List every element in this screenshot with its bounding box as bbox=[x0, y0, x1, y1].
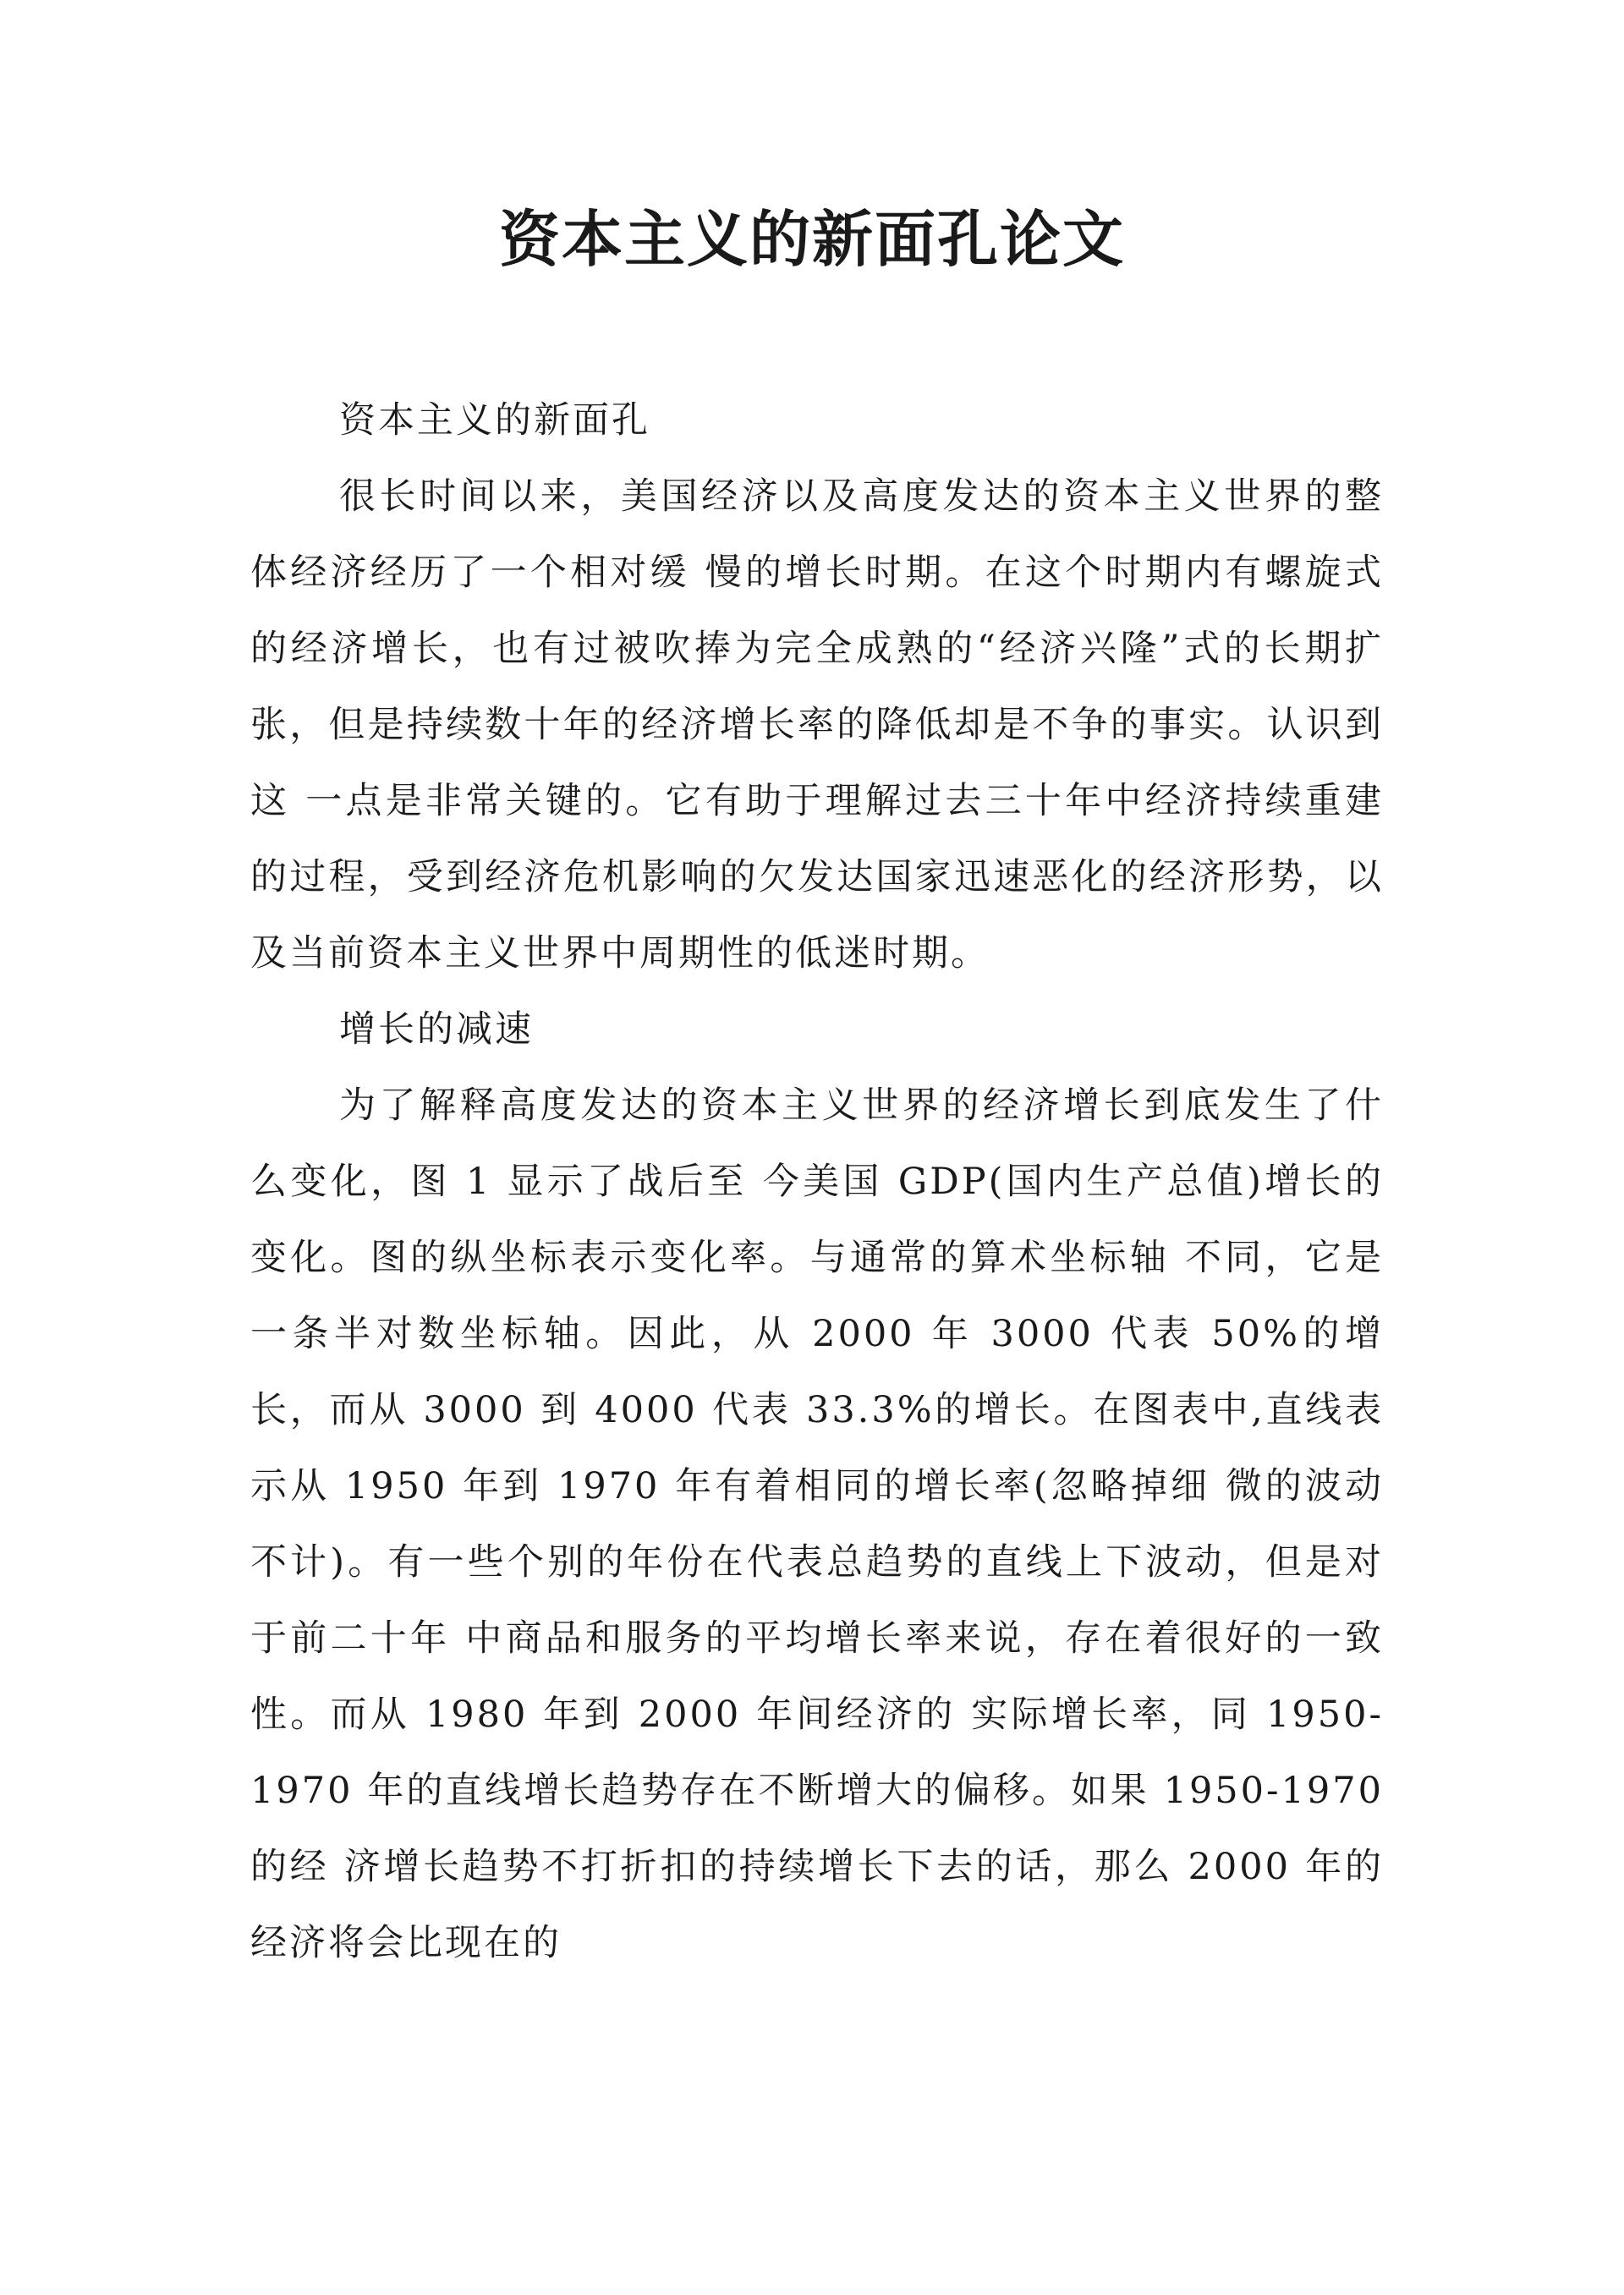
document-body bbox=[250, 382, 1384, 1981]
section-heading-new-face: 资本主义的新面孔 bbox=[339, 399, 650, 442]
document-title: 资本主义的新面孔论文 bbox=[498, 204, 1125, 275]
section-heading-slowdown: 增长的减速 bbox=[339, 1008, 534, 1051]
paragraph-intro: 很长时间以来，美国经济以及高度发达的资本主义世界的整体经济经历了一个相对缓 慢的增长时期。在这个时期内有螺旋式的经济增长，也有过被吹捧为完全成熟的“经济兴隆”式的长期扩张，但是持续数十年的经济增长率的降低却是不争的事实。认识到这 一点是非常关键的。它有助于理解过去三十年中经济持续重建的过程，受到经济危机影响的欠发达国家迅速恶化的经济形势，以及当前资本主义世界中周期性的低迷时期。 bbox=[250, 475, 1384, 975]
paragraph-gdp-growth: 为了解释高度发达的资本主义世界的经济增长到底发生了什么变化，图 1 显示了战后至 今美国 GDP(国内生产总值)增长的变化。图的纵坐标表示变化率。与通常的算术坐标轴 不同，它是一条半对数坐标轴。因此，从 2000 年 3000 代表 50%的增长，而从 3000 到 4000 代表 33.3%的增长。在图表中,直线表示从 1950 年到 1970 年有着相同的增长率(忽略掉细 微的波动不计)。有一些个别的年份在代表总趋势的直线上下波动，但是对于前二十年 中商品和服务的平均增长率来说，存在着很好的一致性。而从 1980 年到 2000 年间经济的 实际增长率，同 1950-1970 年的直线增长趋势存在不断增大的偏移。如果 1950-1970 的经 济增长趋势不打折扣的持续增长下去的话，那么 2000 年的经济将会比现在的 bbox=[250, 1084, 1384, 1964]
